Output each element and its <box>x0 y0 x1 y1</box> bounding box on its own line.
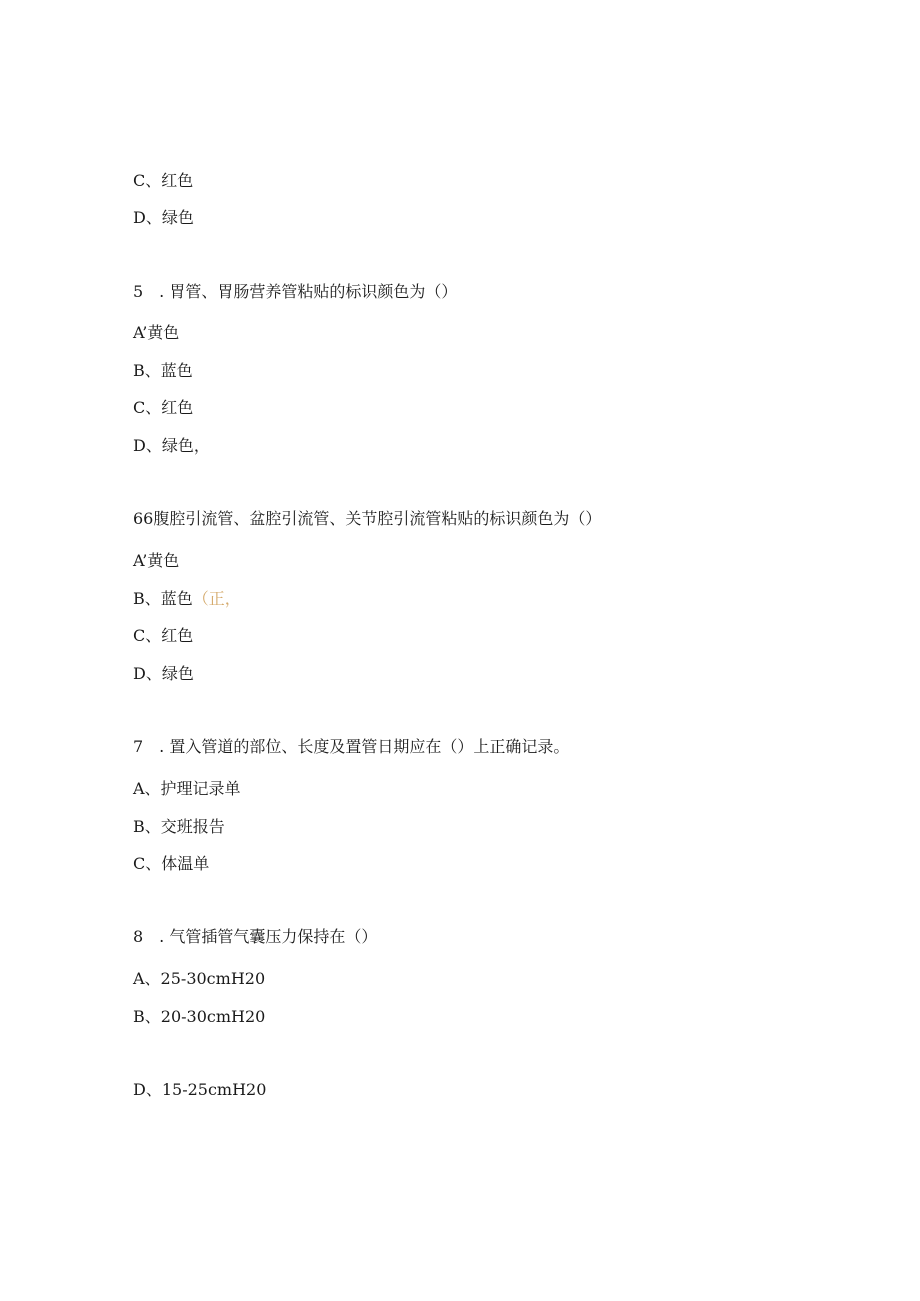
option-c: C、红色 <box>133 171 194 190</box>
option-a: A、25-30cmH20 <box>133 969 266 988</box>
question-5: 5 . 胃管、胃肠营养管粘贴的标识颜色为（） <box>133 282 458 301</box>
option-a: A、护理记录单 <box>133 779 241 798</box>
question-6: 66腹腔引流管、盆腔引流管、关节腔引流管粘贴的标识颜色为（） <box>133 509 602 528</box>
option-a: A’黄色 <box>133 551 180 570</box>
option-a: A’黄色 <box>133 323 180 342</box>
option-c: C、体温单 <box>133 854 210 873</box>
option-b: B、蓝色 <box>133 361 193 380</box>
option-b-row <box>133 589 241 609</box>
option-d: D、绿色 <box>133 208 194 227</box>
option-c: C、红色 <box>133 626 194 645</box>
option-d: D、绿色 <box>133 664 194 683</box>
option-b: B、20-30cmH20 <box>133 1007 266 1026</box>
option-c: C、红色 <box>133 398 194 417</box>
option-b: B、交班报告 <box>133 817 225 836</box>
option-d: D、绿色， <box>133 436 210 455</box>
option-b: B、蓝色 <box>133 589 193 608</box>
answer-annotation: （正， <box>192 589 241 608</box>
question-7: 7 . 置入管道的部位、长度及置管日期应在（）上正确记录。 <box>133 737 570 756</box>
option-d: D、15-25cmH20 <box>133 1080 267 1099</box>
question-8: 8 . 气管插管气囊压力保持在（） <box>133 927 378 946</box>
